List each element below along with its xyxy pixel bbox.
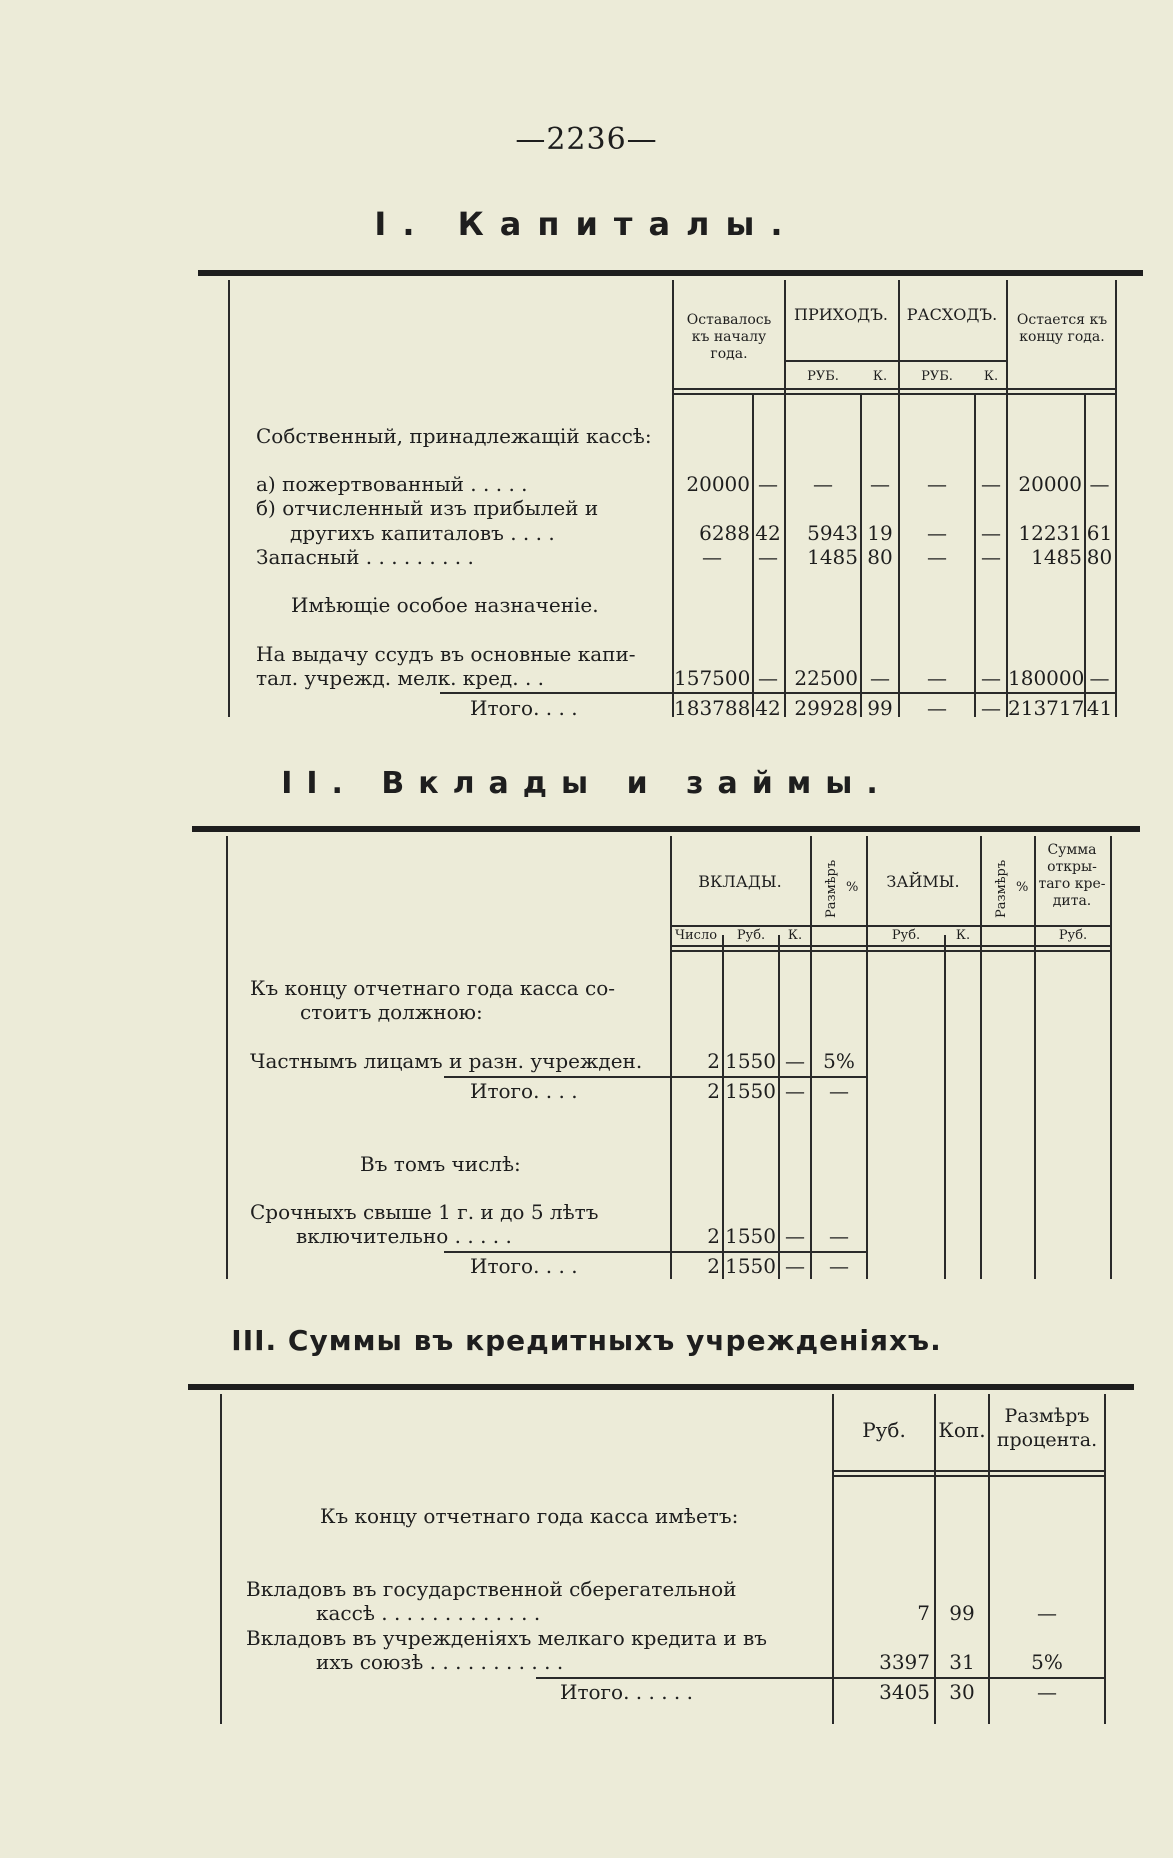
row-allocated-label2: другихъ капиталовъ . . . . xyxy=(290,521,555,545)
cell: — xyxy=(702,545,722,569)
cell: 5% xyxy=(823,1049,855,1073)
cell: 5% xyxy=(1031,1650,1063,1674)
cell: — xyxy=(829,1224,849,1248)
header-income-rub: РУБ. xyxy=(807,369,839,384)
cell: — xyxy=(785,1254,805,1278)
row-loans-label: На выдачу ссудъ въ основные капи- xyxy=(256,642,636,666)
cell: 3397 xyxy=(879,1650,930,1674)
section-1-title: I. Капиталы. xyxy=(374,205,799,243)
header-dep-rub: Руб. xyxy=(736,928,766,943)
header-count: Число xyxy=(674,928,718,943)
cell: — xyxy=(813,472,833,496)
header-size-2: Размѣръ xyxy=(994,859,1009,918)
cell: — xyxy=(927,472,947,496)
section-3-top-rule xyxy=(188,1384,1134,1390)
row-owes-label: Къ концу отчетнаго года касса со- xyxy=(250,976,615,1000)
header-expense: РАСХОДЪ. xyxy=(906,305,998,324)
cell: — xyxy=(981,696,1001,720)
cell: 6288 xyxy=(699,521,750,545)
total-label-1: Итого. . . . xyxy=(470,1079,578,1103)
cell: 1550 xyxy=(725,1049,776,1073)
row-reserve-label: Запасный . . . . . . . . . xyxy=(256,545,474,569)
header-expense-rub: РУБ. xyxy=(921,369,953,384)
cell: 180000 xyxy=(1008,666,1085,690)
cell: — xyxy=(785,1079,805,1103)
cell: — xyxy=(981,472,1001,496)
cell: — xyxy=(870,666,890,690)
header-start: Оставалось къ началу года. xyxy=(686,312,772,362)
header-rub: Руб. xyxy=(862,1418,906,1442)
cell: — xyxy=(758,666,778,690)
cell: — xyxy=(927,521,947,545)
cell: — xyxy=(981,666,1001,690)
header-credit-rub: Руб. xyxy=(1058,928,1088,943)
cell: — xyxy=(829,1079,849,1103)
header-pct-1: % xyxy=(846,880,859,895)
header-deposits: ВКЛАДЫ. xyxy=(698,872,782,891)
cell: 3405 xyxy=(879,1680,930,1704)
cell: 22500 xyxy=(794,666,858,690)
cell: — xyxy=(829,1254,849,1278)
cell: — xyxy=(870,472,890,496)
cell: 19 xyxy=(867,521,893,545)
row-loans-label2: тал. учрежд. мелк. кред. . . xyxy=(256,666,545,690)
cell: — xyxy=(981,521,1001,545)
cell: 7 xyxy=(917,1601,930,1625)
section-2-title: II. Вклады и займы. xyxy=(281,766,892,801)
cell: 99 xyxy=(949,1601,975,1625)
header-pct-2: % xyxy=(1016,880,1029,895)
cell: 213717 xyxy=(1008,696,1085,720)
total-label-3: Итого. . . . . . xyxy=(560,1680,693,1704)
cell: 80 xyxy=(867,545,893,569)
header-dep-kop: К. xyxy=(787,928,803,943)
cell: 42 xyxy=(755,521,781,545)
cell: 80 xyxy=(1086,545,1113,569)
cell: 99 xyxy=(867,696,893,720)
cell: 1550 xyxy=(725,1079,776,1103)
cell: — xyxy=(1089,666,1110,690)
header-income: ПРИХОДЪ. xyxy=(794,305,888,324)
row-term-label: Срочныхъ свыше 1 г. и до 5 лѣтъ xyxy=(250,1200,599,1224)
cell: — xyxy=(1037,1601,1057,1625)
row-state-label: Вкладовъ въ государственной сберегательной xyxy=(246,1577,737,1601)
header-income-kop: К. xyxy=(872,369,888,384)
row-including-label: Въ томъ числѣ: xyxy=(360,1152,521,1176)
cell: 2 xyxy=(707,1224,720,1248)
cell: — xyxy=(981,545,1001,569)
header-loans: ЗАЙМЫ. xyxy=(886,872,960,891)
header-size-1: Размѣръ xyxy=(824,859,839,918)
cell: — xyxy=(785,1049,805,1073)
cell: — xyxy=(785,1224,805,1248)
cell: 183788 xyxy=(674,696,751,720)
cell: 1485 xyxy=(1031,545,1082,569)
header-credit: Сумма откры-таго кре-дита. xyxy=(1038,842,1106,909)
section-2-top-rule xyxy=(192,826,1140,832)
cell: — xyxy=(927,545,947,569)
section-1-top-rule xyxy=(198,270,1143,276)
row-allocated-label: б) отчисленный изъ прибылей и xyxy=(256,496,599,520)
cell: 1550 xyxy=(725,1224,776,1248)
cell: 157500 xyxy=(674,666,751,690)
cell: — xyxy=(1037,1680,1057,1704)
row-private-label: Частнымъ лицамъ и разн. учрежден. xyxy=(250,1049,643,1073)
cell: — xyxy=(758,472,778,496)
total-label-2: Итого. . . . xyxy=(470,1254,578,1278)
row-small-credit-label: Вкладовъ въ учрежденіяхъ мелкаго кредита и въ xyxy=(246,1626,767,1650)
cell: 1485 xyxy=(807,545,858,569)
header-loan-kop: К. xyxy=(955,928,971,943)
row-donated-label: а) пожертвованный . . . . . xyxy=(256,472,528,496)
header-end: Остается къ концу года. xyxy=(1016,312,1108,345)
cell: 20000 xyxy=(1018,472,1082,496)
row-small-credit-label2: ихъ союзѣ . . . . . . . . . . . xyxy=(316,1650,564,1674)
row-owes-label2: стоитъ должною: xyxy=(300,1000,483,1024)
header-loan-rub: Руб. xyxy=(891,928,921,943)
row-term-label2: включительно . . . . . xyxy=(296,1224,512,1248)
cell: 41 xyxy=(1086,696,1113,720)
cell: 5943 xyxy=(807,521,858,545)
header-kop: Коп. xyxy=(938,1418,986,1442)
cell: 30 xyxy=(949,1680,975,1704)
cell: 42 xyxy=(755,696,781,720)
row-has-label: Къ концу отчетнаго года касса имѣетъ: xyxy=(320,1504,739,1528)
page-number: —2236— xyxy=(515,122,658,157)
row-state-label2: кассѣ . . . . . . . . . . . . . xyxy=(316,1601,541,1625)
cell: 12231 xyxy=(1018,521,1082,545)
total-label: Итого. . . . xyxy=(470,696,578,720)
cell: 2 xyxy=(707,1079,720,1103)
row-special-label: Имѣющіе особое назначеніе. xyxy=(291,593,599,617)
cell: 29928 xyxy=(794,696,858,720)
cell: — xyxy=(758,545,778,569)
cell: 2 xyxy=(707,1254,720,1278)
header-expense-kop: К. xyxy=(983,369,999,384)
cell: 61 xyxy=(1086,521,1113,545)
cell: — xyxy=(927,696,947,720)
cell: — xyxy=(1089,472,1110,496)
cell: — xyxy=(927,666,947,690)
cell: 1550 xyxy=(725,1254,776,1278)
section-3-title: III. Суммы въ кредитныхъ учрежденіяхъ. xyxy=(231,1324,942,1357)
cell: 2 xyxy=(707,1049,720,1073)
cell: 31 xyxy=(949,1650,975,1674)
header-rate: Размѣръ процента. xyxy=(996,1405,1098,1451)
cell: 20000 xyxy=(686,472,750,496)
row-own-label: Собственный, принадлежащій кассѣ: xyxy=(256,424,652,448)
